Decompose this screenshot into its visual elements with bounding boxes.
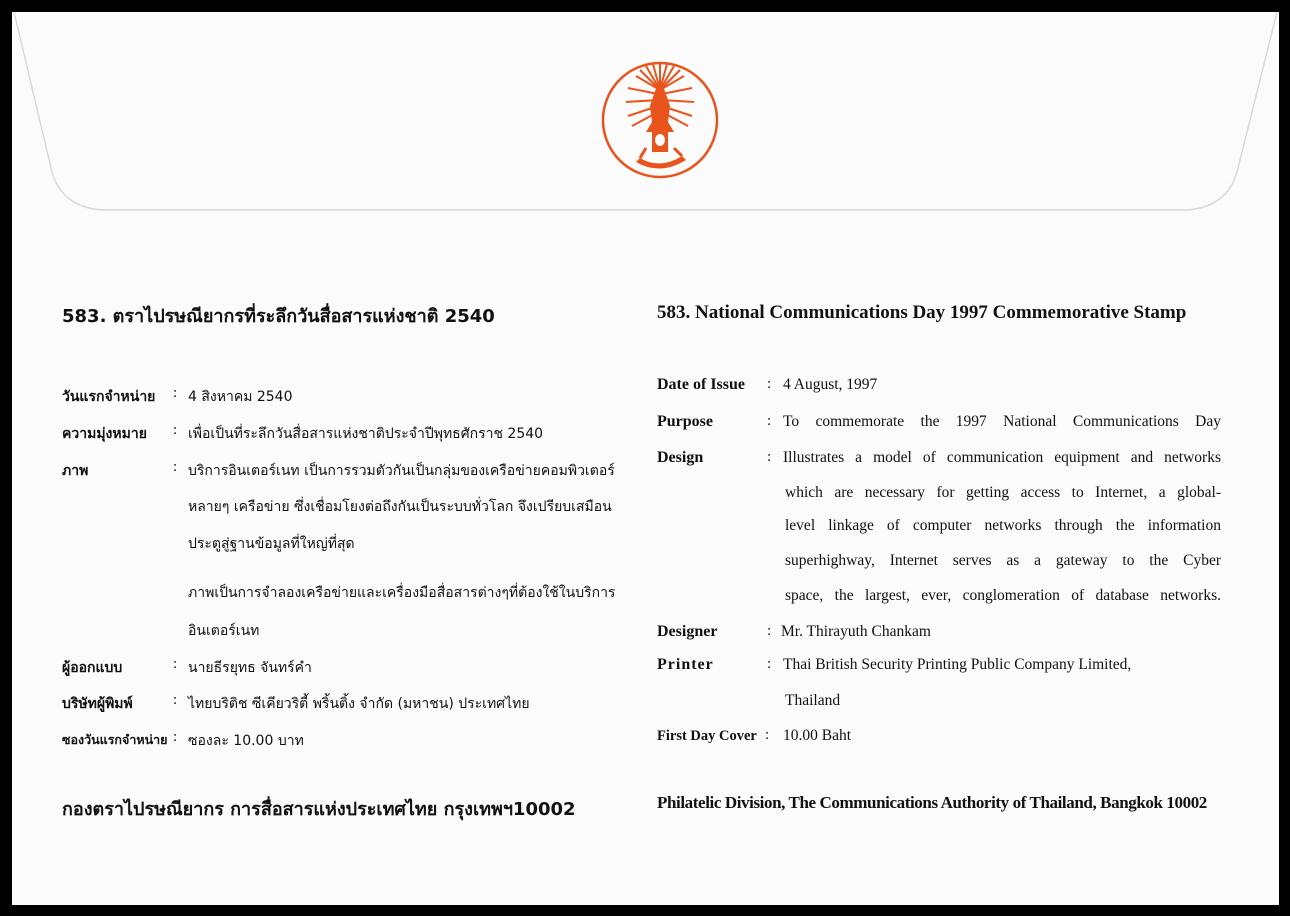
english-design-line-5: space, the largest, ever, conglomeration of database networks. [785,587,1221,604]
colon: : [767,656,772,672]
thai-label-first-day-cover: ซองวันแรกจำหน่าย [62,732,168,747]
thai-value-purpose: เพื่อเป็นที่ระลึกวันสื่อสารแห่งชาติประจำปีพุทธศักราช 2540 [188,426,544,442]
thai-label-designer: ผู้ออกแบบ [62,660,123,676]
colon: : [173,729,178,745]
english-label-purpose: Purpose [657,413,713,430]
thai-label-issue-date: วันแรกจำหน่าย [62,389,156,405]
thai-footer: กองตราไปรษณียากร การสื่อสารแห่งประเทศไทย กรุงเทพฯ10002 [62,799,576,820]
colon: : [767,623,772,639]
english-design-line-4: superhighway, Internet serves as a gateway to the Cyber [785,552,1221,569]
thai-design-line-4: ภาพเป็นการจำลองเครือข่ายและเครื่องมือสื่อสารต่างๆที่ต้องใช้ในบริการ [188,585,616,601]
colon: : [173,459,178,475]
english-printer-line-2: Thailand [785,692,841,709]
english-label-designer: Designer [657,623,718,640]
thai-design-line-3: ประตูสู่ฐานข้อมูลที่ใหญ่ที่สุด [188,536,355,552]
english-design-line-3-wrap [785,517,1221,535]
colon: : [173,656,178,672]
thai-value-issue-date: 4 สิงหาคม 2540 [188,389,293,405]
colon: : [767,413,772,429]
english-footer: Philatelic Division, The Communications Authority of Thailand, Bangkok 10002 [657,793,1207,812]
english-label-issue-date: Date of Issue [657,376,745,393]
english-value-purpose: To commemorate the 1997 National Communications Day [783,413,1221,430]
colon: : [173,692,178,708]
colon: : [767,449,772,465]
english-heading: 583. National Communications Day 1997 Commemorative Stamp [657,302,1187,323]
english-design-line-5-wrap [785,587,1221,605]
thai-value-first-day-cover: ซองละ 10.00 บาท [188,733,304,749]
english-label-printer: Printer [657,656,714,673]
english-value-designer: Mr. Thirayuth Chankam [781,623,931,640]
thai-label-design: ภาพ [62,463,89,479]
thai-design-line-1: บริการอินเตอร์เนท เป็นการรวมตัวกันเป็นกลุ่มของเครือข่ายคอมพิวเตอร์ [188,463,615,479]
thai-label-printer: บริษัทผู้พิมพ์ [62,696,133,712]
english-design-line-4-wrap [785,552,1221,570]
thai-design-line-5: อินเตอร์เนท [188,623,260,639]
english-label-design: Design [657,449,704,466]
communications-authority-seal [600,60,720,180]
thai-label-purpose: ความมุ่งหมาย [62,426,147,442]
colon: : [173,422,178,438]
colon: : [765,727,770,743]
english-design-line-1: Illustrates a model of communication equipment and networks [783,449,1221,466]
english-printer-line-1: Thai British Security Printing Public Company Limited, [783,656,1132,673]
english-value-first-day-cover: 10.00 Baht [783,727,852,744]
english-design-line-2: which are necessary for getting access to Internet, a global- [785,484,1221,501]
thai-value-designer: นายธีรยุทธ จันทร์คำ [188,660,312,676]
colon: : [173,385,178,401]
english-label-first-day-cover: First Day Cover [657,728,757,744]
thai-value-printer: ไทยบริติช ซีเคียวริตี้ พริ้นติ้ง จำกัด (มหาชน) ประเทศไทย [188,696,530,712]
thai-heading: 583. ตราไปรษณียากรที่ระลึกวันสื่อสารแห่งชาติ 2540 [62,306,495,327]
envelope-back [12,12,1279,905]
english-design-line-3: level linkage of computer networks through the information [785,517,1221,534]
english-purpose-wrap [783,413,1221,431]
english-design-line-2-wrap [785,484,1221,502]
colon: : [767,376,772,392]
thai-design-line-2: หลายๆ เครือข่าย ซึ่งเชื่อมโยงต่อถึงกันเป็นระบบทั่วโลก จึงเปรียบเสมือน [188,499,612,515]
english-value-issue-date: 4 August, 1997 [783,376,878,393]
english-design-line-1-wrap [783,449,1221,467]
